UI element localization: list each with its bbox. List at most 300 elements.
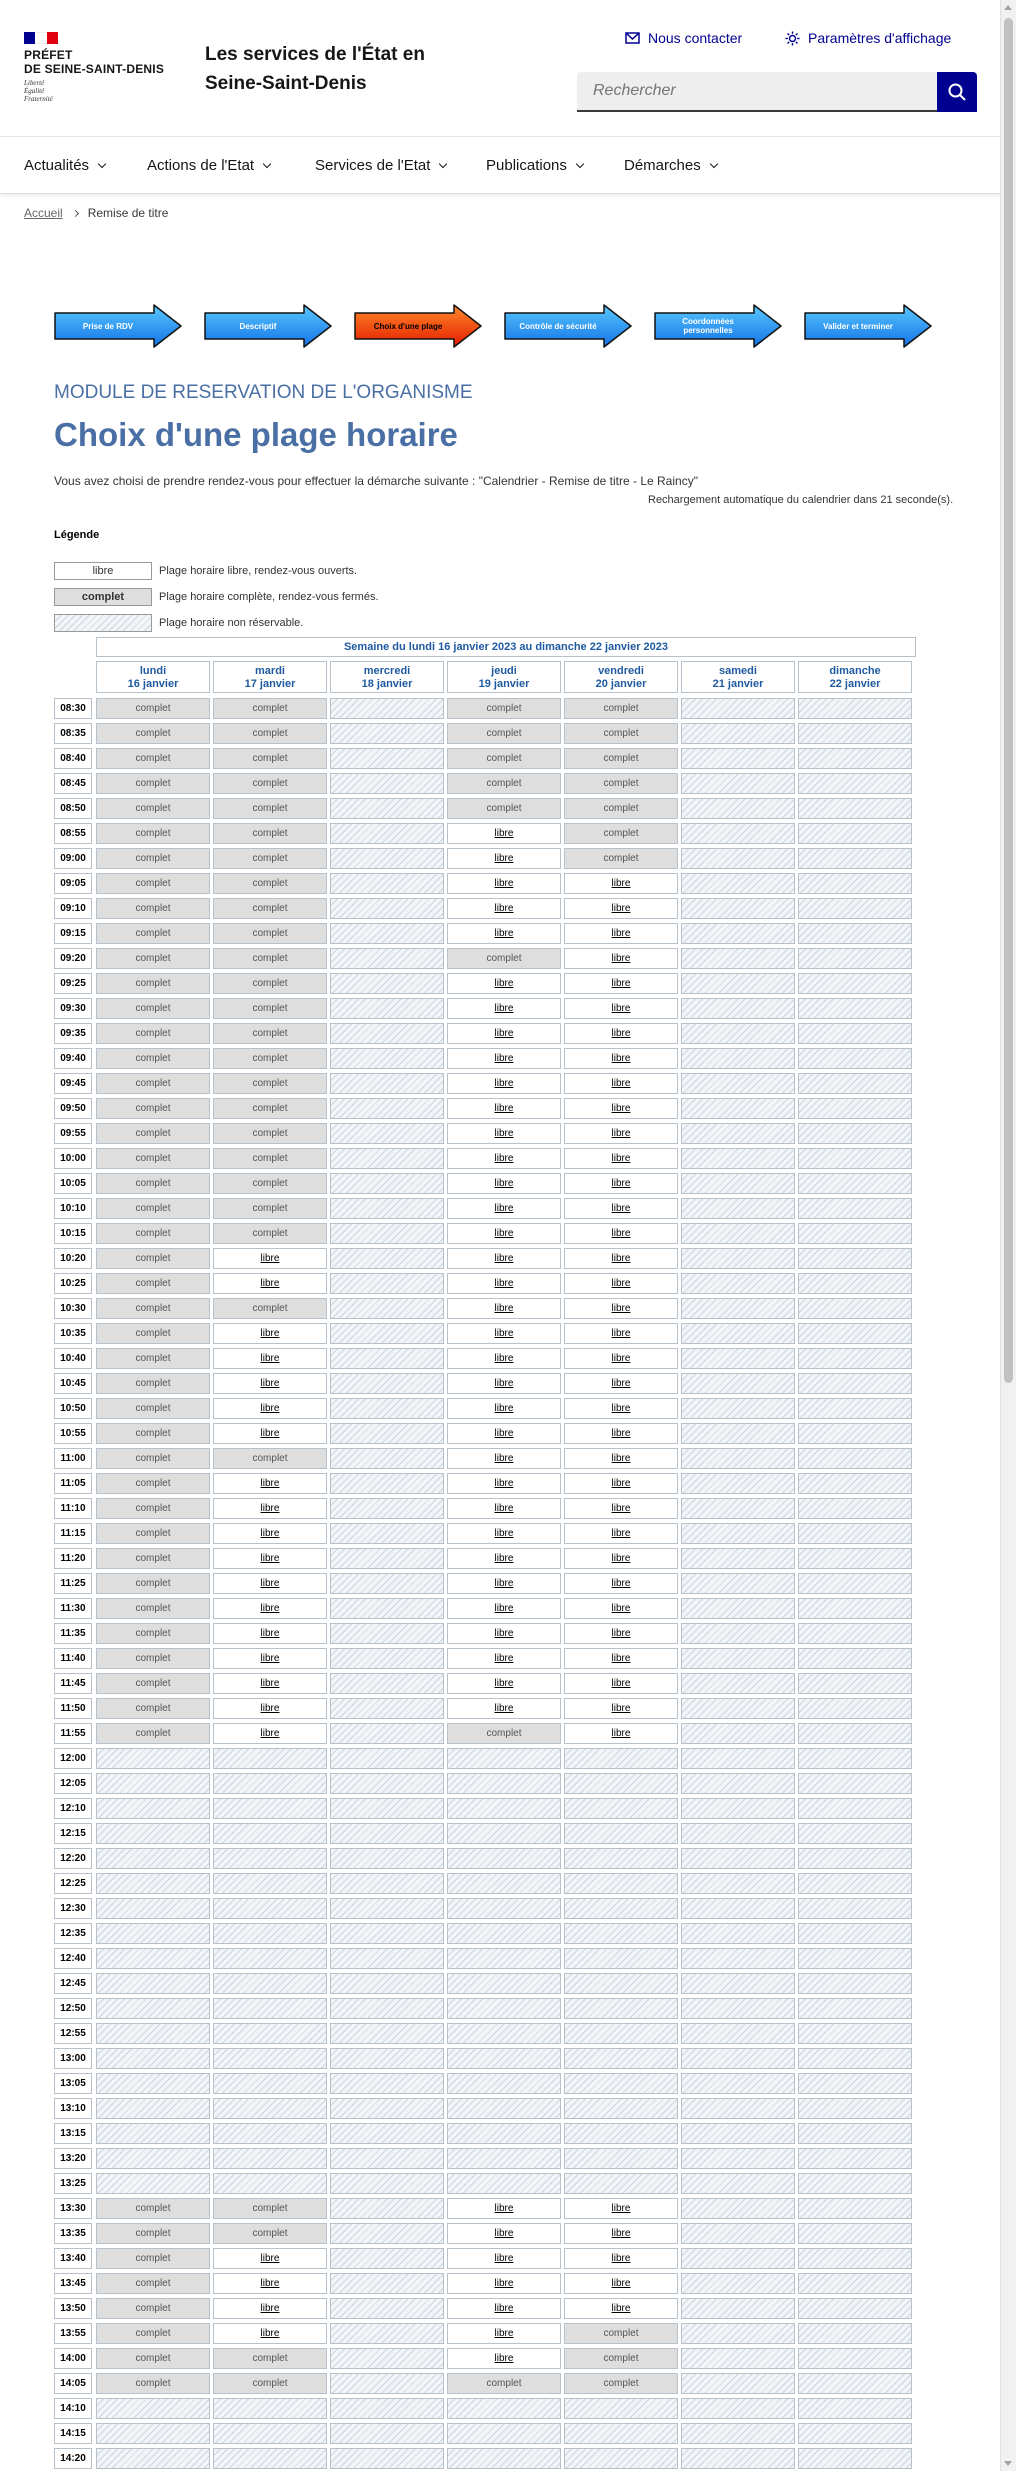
slot-full: complet	[564, 848, 678, 869]
slot-unavailable	[330, 1848, 444, 1869]
slot-free[interactable]: libre	[564, 1273, 678, 1294]
slot-free[interactable]: libre	[213, 2248, 327, 2269]
slot-unavailable	[681, 1248, 795, 1269]
slot-unavailable	[213, 2173, 327, 2194]
time-label: 13:40	[54, 2248, 92, 2269]
step-2	[204, 304, 332, 348]
slot-unavailable	[798, 1073, 912, 1094]
slot-free[interactable]: libre	[447, 1123, 561, 1144]
chevron-right-icon	[72, 209, 79, 216]
slot-free[interactable]: libre	[213, 1348, 327, 1369]
slot-free[interactable]: libre	[213, 1273, 327, 1294]
slot-unavailable	[96, 2048, 210, 2069]
slot-unavailable	[681, 1423, 795, 1444]
slot-unavailable	[213, 2423, 327, 2444]
slot-free[interactable]: libre	[213, 1323, 327, 1344]
slot-free[interactable]: libre	[447, 823, 561, 844]
slot-free[interactable]: libre	[447, 1173, 561, 1194]
slot-unavailable	[798, 1998, 912, 2019]
slot-free[interactable]: libre	[564, 1648, 678, 1669]
slot-free[interactable]: libre	[564, 923, 678, 944]
slot-unavailable	[681, 873, 795, 894]
legend-na-desc: Plage horaire non réservable.	[159, 617, 304, 629]
slot-free[interactable]: libre	[447, 1623, 561, 1644]
slot-full: complet	[96, 2223, 210, 2244]
slot-free[interactable]: libre	[447, 1023, 561, 1044]
slot-unavailable	[798, 1298, 912, 1319]
slot-unavailable	[681, 923, 795, 944]
slot-unavailable	[330, 1923, 444, 1944]
slot-unavailable	[681, 1798, 795, 1819]
nav-label: Démarches	[624, 156, 701, 174]
slot-unavailable	[681, 1648, 795, 1669]
slot-unavailable	[96, 1898, 210, 1919]
slot-unavailable	[330, 1348, 444, 1369]
slot-free[interactable]: libre	[564, 1398, 678, 1419]
slot-full: complet	[96, 898, 210, 919]
time-label: 10:05	[54, 1173, 92, 1194]
slot-unavailable	[798, 1798, 912, 1819]
slot-full: complet	[96, 1573, 210, 1594]
slot-free[interactable]: libre	[564, 1598, 678, 1619]
time-label: 09:55	[54, 1123, 92, 1144]
slot-free[interactable]: libre	[564, 2298, 678, 2319]
slot-free[interactable]: libre	[564, 1148, 678, 1169]
nav-item-publications[interactable]	[486, 137, 583, 193]
slot-free[interactable]: libre	[564, 1523, 678, 1544]
slot-unavailable	[213, 2048, 327, 2069]
slot-unavailable	[681, 1323, 795, 1344]
slot-unavailable	[681, 1598, 795, 1619]
time-label: 12:20	[54, 1848, 92, 1869]
slot-free[interactable]: libre	[447, 1373, 561, 1394]
slot-unavailable	[330, 2348, 444, 2369]
slot-free[interactable]: libre	[213, 1648, 327, 1669]
slot-free[interactable]: libre	[447, 2273, 561, 2294]
slot-unavailable	[213, 1773, 327, 1794]
slot-free[interactable]: libre	[447, 1223, 561, 1244]
slot-unavailable	[798, 873, 912, 894]
site-header	[0, 0, 1001, 137]
slot-unavailable	[798, 2048, 912, 2069]
slot-full: complet	[447, 798, 561, 819]
slot-unavailable	[681, 698, 795, 719]
slot-free[interactable]: libre	[564, 1473, 678, 1494]
main-nav	[0, 137, 1001, 194]
slot-full: complet	[96, 1648, 210, 1669]
search-input[interactable]	[577, 72, 937, 112]
slot-unavailable	[564, 1773, 678, 1794]
slot-free[interactable]: libre	[447, 1598, 561, 1619]
slot-free[interactable]: libre	[564, 1548, 678, 1569]
slot-full: complet	[96, 1098, 210, 1119]
step-label: Valider et terminer	[823, 321, 893, 331]
slot-unavailable	[681, 1548, 795, 1569]
time-label: 10:25	[54, 1273, 92, 1294]
nav-label: Publications	[486, 156, 567, 174]
slot-unavailable	[681, 1923, 795, 1944]
slot-full: complet	[96, 1223, 210, 1244]
day-header-samedi	[681, 661, 795, 693]
search-button[interactable]	[937, 72, 977, 112]
slot-free[interactable]: libre	[447, 2323, 561, 2344]
slot-free[interactable]: libre	[564, 1723, 678, 1744]
slot-full: complet	[96, 1248, 210, 1269]
slot-free[interactable]: libre	[447, 1573, 561, 1594]
slot-full: complet	[213, 1448, 327, 1469]
slot-unavailable	[213, 2073, 327, 2094]
slot-unavailable	[798, 1698, 912, 1719]
slot-unavailable	[330, 1323, 444, 1344]
slot-free[interactable]: libre	[213, 1248, 327, 1269]
slot-free[interactable]: libre	[447, 1098, 561, 1119]
slot-free[interactable]: libre	[447, 998, 561, 1019]
nav-item-actualites[interactable]	[24, 137, 105, 193]
intro-text: Vous avez choisi de prendre rendez-vous pour effectuer la démarche suivante : "Calendrier - Remise de titre - Le Raincy"	[54, 474, 698, 488]
slot-unavailable	[681, 1148, 795, 1169]
time-label: 11:35	[54, 1623, 92, 1644]
slot-free[interactable]: libre	[447, 1248, 561, 1269]
slot-free[interactable]: libre	[564, 1073, 678, 1094]
slot-free[interactable]: libre	[447, 1398, 561, 1419]
day-header-mercredi	[330, 661, 444, 693]
slot-full: complet	[96, 1373, 210, 1394]
logo-line-2: DE SEINE-SAINT-DENIS	[24, 62, 165, 76]
slot-full: complet	[96, 1423, 210, 1444]
slot-unavailable	[798, 1723, 912, 1744]
slot-unavailable	[681, 823, 795, 844]
time-label: 11:50	[54, 1698, 92, 1719]
slot-free[interactable]: libre	[447, 1648, 561, 1669]
chevron-down-icon	[576, 159, 584, 167]
time-label: 13:20	[54, 2148, 92, 2169]
slot-free[interactable]: libre	[213, 1523, 327, 1544]
slot-free[interactable]: libre	[564, 1373, 678, 1394]
slot-free[interactable]: libre	[447, 1148, 561, 1169]
slot-free[interactable]: libre	[564, 1498, 678, 1519]
time-label: 11:15	[54, 1523, 92, 1544]
slot-full: complet	[96, 1173, 210, 1194]
slot-free[interactable]: libre	[447, 1498, 561, 1519]
slot-unavailable	[330, 2223, 444, 2244]
slot-unavailable	[330, 698, 444, 719]
time-label: 08:55	[54, 823, 92, 844]
slot-free[interactable]: libre	[447, 973, 561, 994]
slot-free[interactable]: libre	[213, 1698, 327, 1719]
slot-unavailable	[798, 1573, 912, 1594]
slot-free[interactable]: libre	[213, 1673, 327, 1694]
slot-free[interactable]: libre	[447, 2348, 561, 2369]
day-name: mardi	[255, 665, 285, 677]
slot-unavailable	[96, 1748, 210, 1769]
nav-label: Services de l'Etat	[315, 156, 431, 174]
slot-free[interactable]: libre	[447, 1673, 561, 1694]
slot-free[interactable]: libre	[447, 2248, 561, 2269]
nav-item-demarches[interactable]	[624, 137, 717, 193]
slot-free[interactable]: libre	[213, 1498, 327, 1519]
slot-free[interactable]: libre	[564, 2198, 678, 2219]
slot-full: complet	[96, 873, 210, 894]
slot-full: complet	[564, 723, 678, 744]
slot-unavailable	[96, 2148, 210, 2169]
time-label: 08:45	[54, 773, 92, 794]
slot-unavailable	[798, 1648, 912, 1669]
slot-full: complet	[213, 1023, 327, 1044]
slot-free[interactable]: libre	[564, 1048, 678, 1069]
slot-free[interactable]: libre	[447, 1073, 561, 1094]
slot-free[interactable]: libre	[564, 1098, 678, 1119]
slot-free[interactable]: libre	[447, 1548, 561, 1569]
slot-unavailable	[96, 2448, 210, 2469]
slot-unavailable	[330, 723, 444, 744]
time-label: 11:30	[54, 1598, 92, 1619]
slot-free[interactable]: libre	[564, 1573, 678, 1594]
slot-unavailable	[798, 1323, 912, 1344]
page-scrollbar[interactable]	[1000, 0, 1016, 2471]
slot-unavailable	[681, 1048, 795, 1069]
slot-free[interactable]: libre	[447, 873, 561, 894]
slot-free[interactable]: libre	[564, 1198, 678, 1219]
slot-free[interactable]: libre	[447, 923, 561, 944]
slot-full: complet	[96, 773, 210, 794]
slot-unavailable	[798, 1448, 912, 1469]
slot-free[interactable]: libre	[447, 1323, 561, 1344]
slot-free[interactable]: libre	[447, 1273, 561, 1294]
slot-full: complet	[96, 1548, 210, 1569]
slot-unavailable	[213, 2123, 327, 2144]
slot-free[interactable]: libre	[447, 898, 561, 919]
slot-free[interactable]: libre	[447, 1473, 561, 1494]
slot-free[interactable]: libre	[213, 1423, 327, 1444]
scrollbar-thumb[interactable]	[1004, 18, 1013, 1383]
slot-free[interactable]: libre	[447, 1298, 561, 1319]
legend-free	[54, 561, 357, 581]
slot-full: complet	[213, 2373, 327, 2394]
slot-full: complet	[213, 823, 327, 844]
slot-full: complet	[213, 1073, 327, 1094]
slot-unavailable	[96, 2098, 210, 2119]
slot-full: complet	[564, 698, 678, 719]
slot-unavailable	[681, 898, 795, 919]
slot-free[interactable]: libre	[564, 2273, 678, 2294]
slot-unavailable	[330, 2198, 444, 2219]
slot-free[interactable]: libre	[564, 1248, 678, 1269]
motto-egalite: Égalité	[24, 87, 45, 95]
slot-free[interactable]: libre	[447, 1523, 561, 1544]
slot-unavailable	[330, 1198, 444, 1219]
slot-free[interactable]: libre	[564, 1023, 678, 1044]
day-header-dimanche	[798, 661, 912, 693]
slot-unavailable	[330, 1873, 444, 1894]
slot-free[interactable]: libre	[447, 1698, 561, 1719]
nav-item-actions[interactable]	[147, 137, 270, 193]
slot-free[interactable]: libre	[564, 1698, 678, 1719]
slot-unavailable	[798, 2348, 912, 2369]
slot-free[interactable]: libre	[213, 1573, 327, 1594]
slot-free[interactable]: libre	[213, 1723, 327, 1744]
slot-full: complet	[96, 1623, 210, 1644]
time-label: 12:00	[54, 1748, 92, 1769]
slot-unavailable	[564, 1948, 678, 1969]
contact-link[interactable]	[625, 30, 742, 46]
slot-free[interactable]: libre	[564, 973, 678, 994]
slot-free[interactable]: libre	[447, 848, 561, 869]
slot-full: complet	[96, 1473, 210, 1494]
slot-unavailable	[96, 1798, 210, 1819]
slot-unavailable	[681, 2348, 795, 2369]
display-settings-link[interactable]	[785, 30, 951, 46]
slot-unavailable	[681, 1098, 795, 1119]
mail-icon	[625, 32, 640, 44]
slot-free[interactable]: libre	[564, 873, 678, 894]
slot-unavailable	[681, 998, 795, 1019]
slot-unavailable	[798, 2398, 912, 2419]
slot-unavailable	[681, 2098, 795, 2119]
slot-unavailable	[213, 1998, 327, 2019]
slot-unavailable	[330, 1023, 444, 1044]
time-label: 12:40	[54, 1948, 92, 1969]
slot-unavailable	[681, 1223, 795, 1244]
scroll-up-icon[interactable]	[1004, 5, 1012, 10]
slot-unavailable	[798, 823, 912, 844]
search-icon	[947, 82, 967, 102]
slot-unavailable	[330, 1223, 444, 1244]
time-label: 14:00	[54, 2348, 92, 2369]
slot-free[interactable]: libre	[564, 1123, 678, 1144]
slot-free[interactable]: libre	[213, 1373, 327, 1394]
time-label: 13:35	[54, 2223, 92, 2244]
time-label: 09:15	[54, 923, 92, 944]
slot-free[interactable]: libre	[447, 1348, 561, 1369]
slot-unavailable	[681, 2423, 795, 2444]
progress-steps	[54, 304, 936, 348]
day-date: 20 janvier	[595, 678, 647, 690]
contact-label: Nous contacter	[648, 30, 743, 46]
slot-free[interactable]: libre	[564, 1323, 678, 1344]
slot-free[interactable]: libre	[564, 1298, 678, 1319]
slot-full: complet	[96, 2348, 210, 2369]
slot-unavailable	[564, 1798, 678, 1819]
time-label: 10:50	[54, 1398, 92, 1419]
slot-unavailable	[798, 1848, 912, 1869]
site-title[interactable]: Les services de l'État en Seine-Saint-Denis	[205, 44, 425, 94]
module-title: MODULE DE RESERVATION DE L'ORGANISME	[54, 382, 473, 403]
slot-free[interactable]: libre	[564, 2223, 678, 2244]
slot-unavailable	[681, 2298, 795, 2319]
slot-free[interactable]: libre	[213, 1398, 327, 1419]
legend-title: Légende	[54, 529, 100, 541]
slot-unavailable	[798, 773, 912, 794]
time-label: 10:20	[54, 1248, 92, 1269]
slot-free[interactable]: libre	[564, 1223, 678, 1244]
day-header-vendredi	[564, 661, 678, 693]
slot-full: complet	[96, 798, 210, 819]
nav-item-services[interactable]	[315, 137, 446, 193]
time-label: 12:55	[54, 2023, 92, 2044]
slot-free[interactable]: libre	[564, 1623, 678, 1644]
slot-free[interactable]: libre	[564, 1348, 678, 1369]
slot-free[interactable]: libre	[213, 1548, 327, 1569]
slot-free[interactable]: libre	[564, 998, 678, 1019]
slot-free[interactable]: libre	[213, 1623, 327, 1644]
legend-na	[54, 613, 303, 633]
slot-free[interactable]: libre	[213, 1598, 327, 1619]
motto-liberte: Liberté	[24, 79, 45, 87]
time-label: 11:55	[54, 1723, 92, 1744]
slot-unavailable	[330, 773, 444, 794]
slot-unavailable	[681, 1498, 795, 1519]
slot-unavailable	[330, 998, 444, 1019]
slot-unavailable	[564, 1873, 678, 1894]
slot-unavailable	[330, 1248, 444, 1269]
slot-free[interactable]: libre	[447, 2298, 561, 2319]
slot-free[interactable]: libre	[564, 1173, 678, 1194]
slot-free[interactable]: libre	[447, 1448, 561, 1469]
slot-unavailable	[330, 1973, 444, 1994]
legend-free-box: libre	[54, 562, 152, 580]
slot-free[interactable]: libre	[447, 1423, 561, 1444]
slot-free[interactable]: libre	[447, 1198, 561, 1219]
time-label: 09:10	[54, 898, 92, 919]
slot-unavailable	[330, 2273, 444, 2294]
slot-unavailable	[798, 2023, 912, 2044]
slot-unavailable	[564, 2023, 678, 2044]
day-header-mardi	[213, 661, 327, 693]
slot-unavailable	[330, 1573, 444, 1594]
slot-unavailable	[798, 1473, 912, 1494]
slot-full: complet	[96, 1073, 210, 1094]
slot-unavailable	[447, 2173, 561, 2194]
slot-unavailable	[330, 2398, 444, 2419]
slot-unavailable	[798, 1123, 912, 1144]
slot-unavailable	[330, 848, 444, 869]
day-date: 22 janvier	[829, 678, 881, 690]
slot-free[interactable]: libre	[447, 2198, 561, 2219]
slot-unavailable	[798, 723, 912, 744]
slot-free[interactable]: libre	[213, 2298, 327, 2319]
slot-free[interactable]: libre	[213, 2273, 327, 2294]
breadcrumb-current: Remise de titre	[87, 206, 169, 220]
slot-unavailable	[330, 2123, 444, 2144]
slot-free[interactable]: libre	[447, 1048, 561, 1069]
slot-free[interactable]: libre	[447, 2223, 561, 2244]
slot-full: complet	[213, 798, 327, 819]
slot-free[interactable]: libre	[564, 1448, 678, 1469]
slot-free[interactable]: libre	[564, 1673, 678, 1694]
slot-free[interactable]: libre	[213, 2323, 327, 2344]
slot-full: complet	[213, 973, 327, 994]
prefet-logo[interactable]	[24, 32, 174, 103]
step-4	[504, 304, 632, 348]
breadcrumb-home[interactable]: Accueil	[24, 206, 63, 220]
day-date: 16 janvier	[127, 678, 179, 690]
slot-unavailable	[681, 1873, 795, 1894]
slot-unavailable	[681, 773, 795, 794]
slot-unavailable	[213, 2098, 327, 2119]
slot-unavailable	[564, 2048, 678, 2069]
slot-free[interactable]: libre	[213, 1473, 327, 1494]
slot-free[interactable]: libre	[564, 2248, 678, 2269]
slot-free[interactable]: libre	[564, 948, 678, 969]
slot-free[interactable]: libre	[564, 1423, 678, 1444]
slot-full: complet	[447, 773, 561, 794]
time-label: 09:50	[54, 1098, 92, 1119]
slot-unavailable	[96, 1773, 210, 1794]
slot-free[interactable]: libre	[564, 898, 678, 919]
scroll-down-icon[interactable]	[1004, 2461, 1012, 2466]
slot-unavailable	[330, 898, 444, 919]
slot-unavailable	[330, 2373, 444, 2394]
